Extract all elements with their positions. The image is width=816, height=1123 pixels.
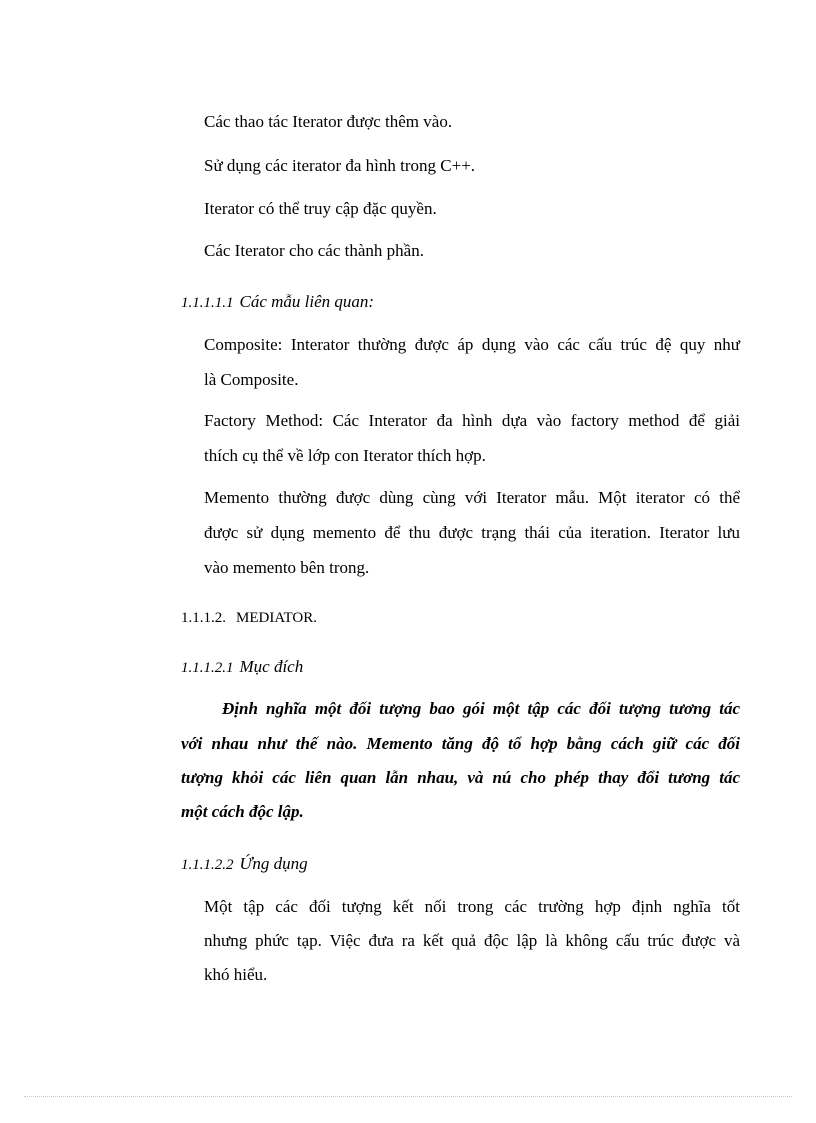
list-item: Các Iterator cho các thành phần. (204, 241, 424, 260)
paragraph-line: tượng khỏi các liên quan lẫn nhau, và nú cho phép thay đổi tương tác (181, 768, 740, 787)
paragraph-line: thích cụ thể về lớp con Iterator thích hợp. (204, 446, 486, 465)
paragraph-line: vào memento bên trong. (204, 558, 370, 577)
paragraph-line: Memento thường được dùng cùng với Iterator mẫu. Một iterator có thể (204, 488, 740, 507)
section-number: 1.1.1.2.2 (181, 857, 234, 873)
list-item: Các thao tác Iterator được thêm vào. (204, 112, 453, 131)
section-heading-mediator (181, 606, 317, 629)
paragraph-line: Định nghĩa một đối tượng bao gói một tập các đối tượng tương tác (222, 699, 740, 718)
paragraph-line: một cách độc lập. (181, 802, 304, 821)
paragraph-line: Một tập các đối tượng kết nối trong các trường hợp định nghĩa tốt (204, 897, 740, 916)
paragraph-line: được sử dụng memento để thu được trạng thái của iteration. Iterator lưu (204, 523, 740, 542)
list-item: Iterator có thể truy cập đặc quyền. (204, 199, 437, 218)
section-title: Mục đích (239, 657, 304, 676)
section-number: 1.1.1.2.1 (181, 660, 234, 676)
section-heading-application (181, 853, 308, 876)
section-title: MEDIATOR. (236, 610, 317, 626)
list-item: Sử dụng các iterator đa hình trong C++. (204, 156, 476, 175)
section-number: 1.1.1.2. (181, 610, 226, 626)
paragraph-line: Factory Method: Các Interator đa hình dựa vào factory method để giải (204, 411, 740, 430)
section-title: Ứng dụng (239, 854, 308, 873)
footer-divider (24, 1096, 792, 1097)
section-heading-purpose (181, 656, 303, 679)
paragraph-line: với nhau như thế nào. Memento tăng độ tổ hợp bằng cách giữ các đối (181, 734, 740, 753)
paragraph-line: là Composite. (204, 370, 299, 389)
section-heading-related (181, 291, 374, 314)
section-number: 1.1.1.1.1 (181, 295, 234, 311)
section-title: Các mẫu liên quan: (239, 292, 375, 311)
paragraph-line: Composite: Interator thường được áp dụng vào các cấu trúc đệ quy như (204, 335, 740, 354)
paragraph-line: khó hiểu. (204, 965, 268, 984)
paragraph-line: nhưng phức tạp. Việc đưa ra kết quả độc lập là không cấu trúc được và (204, 931, 740, 950)
